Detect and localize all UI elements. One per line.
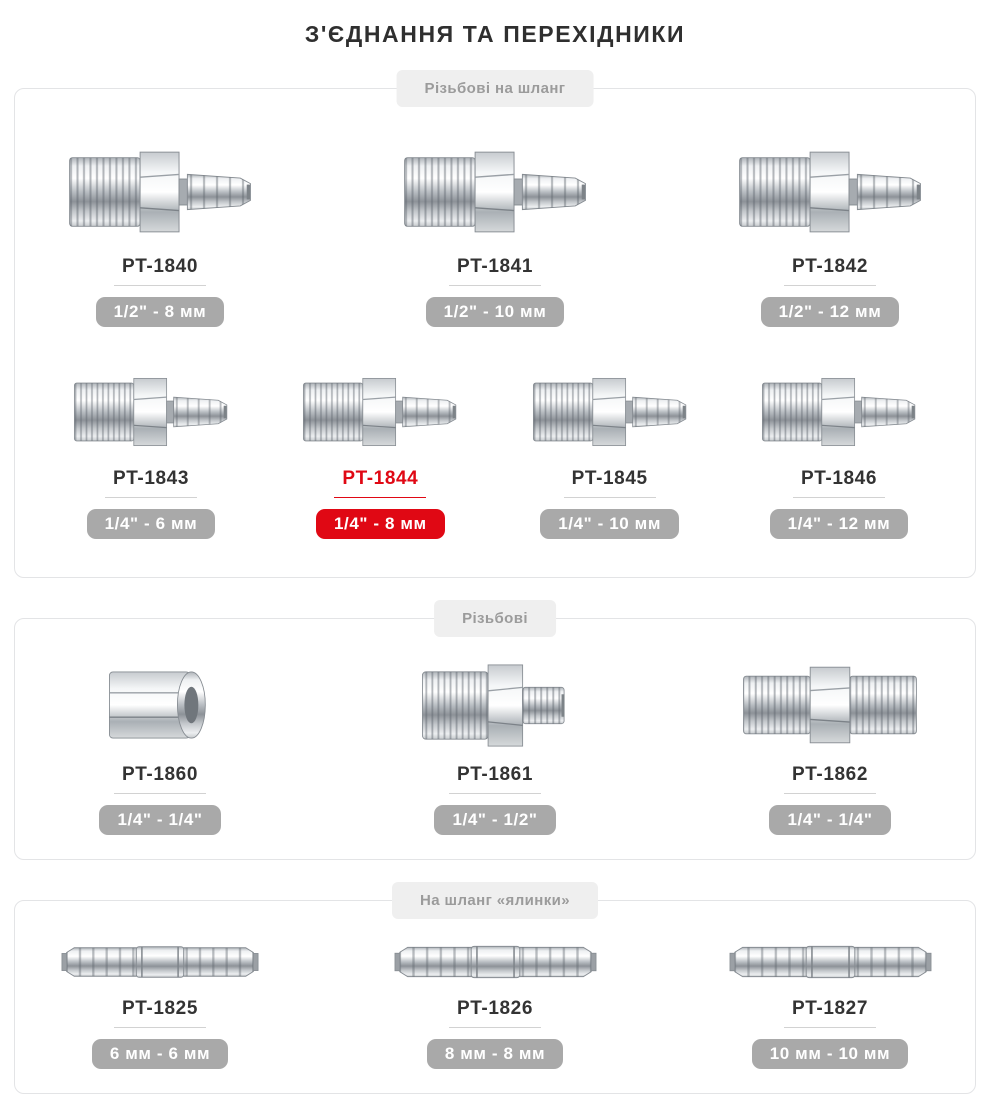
- product-image: [63, 141, 258, 243]
- size-badge: 8 мм - 8 мм: [427, 1039, 563, 1069]
- size-badge: 1/4" - 8 мм: [316, 509, 445, 539]
- section-label: На шланг «ялинки»: [392, 882, 598, 919]
- product-card-pt1845: [514, 369, 706, 539]
- size-badge: 1/4" - 10 мм: [540, 509, 679, 539]
- product-code[interactable]: PT-1841: [456, 256, 534, 277]
- product-image: [754, 369, 924, 455]
- product-code[interactable]: PT-1826: [456, 998, 534, 1019]
- size-badge: 1/4" - 6 мм: [87, 509, 216, 539]
- size-badge: 1/4" - 1/4": [769, 805, 890, 835]
- code-underline: [449, 1027, 541, 1028]
- section-label: Різьбові на шланг: [397, 70, 594, 107]
- section-threaded: [14, 610, 976, 860]
- size-badge: 10 мм - 10 мм: [752, 1039, 908, 1069]
- thread-nipple-illustration: [736, 660, 924, 750]
- product-code[interactable]: PT-1842: [791, 256, 869, 277]
- product-code[interactable]: PT-1860: [121, 764, 199, 785]
- product-card-pt1825: [55, 939, 265, 1069]
- product-code[interactable]: PT-1861: [456, 764, 534, 785]
- product-image: [415, 659, 575, 751]
- product-code[interactable]: PT-1827: [791, 998, 869, 1019]
- product-card-pt1841: [390, 141, 600, 327]
- code-underline: [784, 285, 876, 286]
- code-underline: [114, 793, 206, 794]
- product-code[interactable]: PT-1825: [121, 998, 199, 1019]
- section-threaded-to-hose: [14, 80, 976, 578]
- product-code[interactable]: PT-1846: [800, 468, 877, 489]
- product-code[interactable]: PT-1844: [342, 468, 419, 489]
- product-row: [15, 369, 975, 539]
- size-badge: 1/2" - 12 мм: [761, 297, 900, 327]
- product-image: [733, 141, 928, 243]
- thread-hose-fitting-illustration: [63, 141, 258, 243]
- code-underline: [564, 497, 656, 498]
- size-badge: 6 мм - 6 мм: [92, 1039, 228, 1069]
- size-badge: 1/2" - 8 мм: [96, 297, 225, 327]
- code-underline: [334, 497, 426, 498]
- thread-reducer-illustration: [415, 658, 575, 753]
- product-image: [736, 659, 924, 751]
- product-card-pt1826: [390, 939, 600, 1069]
- product-code[interactable]: PT-1845: [571, 468, 648, 489]
- hose-splice-illustration: [393, 939, 598, 985]
- product-code[interactable]: PT-1843: [112, 468, 190, 489]
- hex-coupling-illustration: [99, 660, 221, 750]
- size-badge: 1/4" - 1/4": [99, 805, 220, 835]
- product-image: [728, 939, 933, 985]
- code-underline: [449, 285, 541, 286]
- product-row: [15, 659, 975, 835]
- code-underline: [793, 497, 885, 498]
- product-card-pt1842: [725, 141, 935, 327]
- product-card-pt1843: [55, 369, 247, 539]
- product-card-pt1862: [725, 659, 935, 835]
- product-image: [525, 369, 695, 455]
- hose-splice-illustration: [60, 940, 260, 984]
- thread-hose-fitting-illustration: [66, 369, 236, 455]
- thread-hose-fitting-illustration: [733, 141, 928, 243]
- product-card-pt1861: [390, 659, 600, 835]
- page-title: З'ЄДНАННЯ ТА ПЕРЕХІДНИКИ: [304, 21, 686, 47]
- code-underline: [784, 1027, 876, 1028]
- product-card-pt1840: [55, 141, 265, 327]
- product-image: [66, 369, 236, 455]
- size-badge: 1/4" - 12 мм: [770, 509, 909, 539]
- product-row: [15, 141, 975, 327]
- product-card-pt1846: [743, 369, 935, 539]
- thread-hose-fitting-illustration: [525, 369, 695, 455]
- code-underline: [784, 793, 876, 794]
- code-underline: [449, 793, 541, 794]
- product-image: [295, 369, 465, 455]
- section-label: Різьбові: [434, 600, 556, 637]
- thread-hose-fitting-illustration: [754, 369, 924, 455]
- product-card-pt1827: [725, 939, 935, 1069]
- section-hose-barb: [14, 892, 976, 1094]
- product-card-pt1860: [55, 659, 265, 835]
- product-image: [398, 141, 593, 243]
- code-underline: [114, 1027, 206, 1028]
- product-row: [15, 939, 975, 1069]
- hose-splice-illustration: [728, 939, 933, 985]
- thread-hose-fitting-illustration: [398, 141, 593, 243]
- product-code[interactable]: PT-1840: [121, 256, 199, 277]
- product-image: [60, 939, 260, 985]
- product-card-pt1844-highlighted: [284, 369, 476, 539]
- product-image: [99, 659, 221, 751]
- product-image: [393, 939, 598, 985]
- size-badge: 1/4" - 1/2": [434, 805, 555, 835]
- thread-hose-fitting-illustration: [295, 369, 465, 455]
- code-underline: [105, 497, 197, 498]
- size-badge: 1/2" - 10 мм: [426, 297, 565, 327]
- code-underline: [114, 285, 206, 286]
- product-code[interactable]: PT-1862: [791, 764, 869, 785]
